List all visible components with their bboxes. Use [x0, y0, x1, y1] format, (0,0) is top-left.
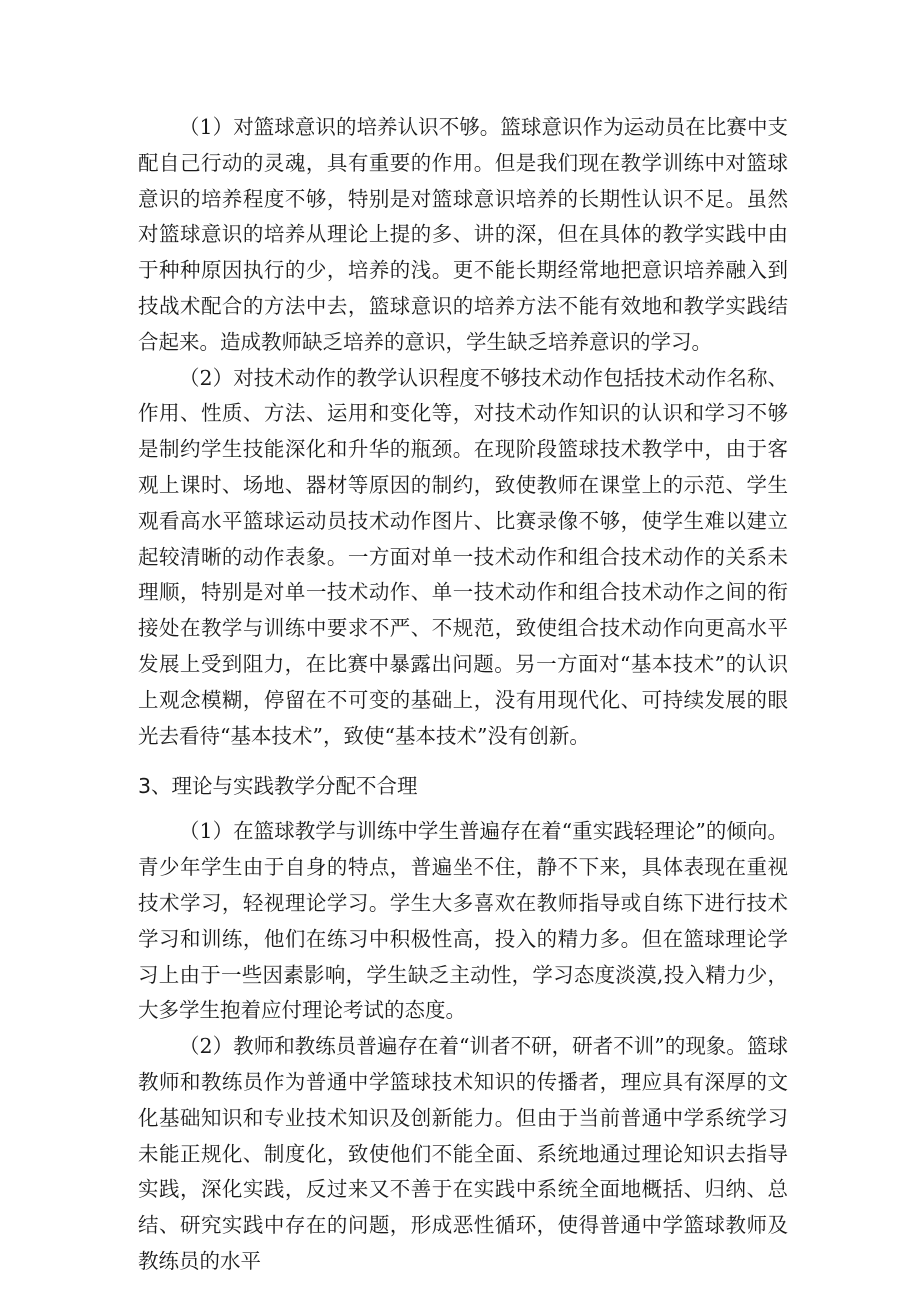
paragraph-basketball-awareness: （1）对篮球意识的培养认识不够。篮球意识作为运动员在比赛中支配自己行动的灵魂，具有重要的作用。但是我们现在教学训练中对篮球意识的培养程度不够，特别是对篮球意识培养的长期性认识不足。虽然对篮球意识的培养从理论上提的多、讲的深，但在具体的教学实践中由于种种原因执行的少，培养的浅。更不能长期经常地把意识培养融入到技战术配合的方法中去，篮球意识的培养方法不能有效地和教学实践结合起来。造成教师缺乏培养的意识，学生缺乏培养意识的学习。 — [138, 115, 788, 354]
paragraph-teachers-coaches: （2）教师和教练员普遍存在着“训者不研，研者不训”的现象。篮球教师和教练员作为普通中学篮球技术知识的传播者，理应具有深厚的文化基础知识和专业技术知识及创新能力。但由于当前普通中学系统学习未能正规化、制度化，致使他们不能全面、系统地通过理论知识去指导实践，深化实践，反过来又不善于在实践中系统全面地概括、归纳、总结、研究实践中存在的问题，形成恶性循环，使得普通中学篮球教师及教练员的水平 — [138, 1034, 788, 1273]
section-heading: 3、理论与实践教学分配不合理 — [138, 774, 418, 799]
paragraph-technical-movement: （2）对技术动作的教学认识程度不够技术动作包括技术动作名称、作用、性质、方法、运用和变化等，对技术动作知识的认识和学习不够是制约学生技能深化和升华的瓶颈。在现阶段篮球技术教学中，由于客观上课时、场地、器材等原因的制约，致使教师在课堂上的示范、学生观看高水平篮球运动员技术动作图片、比赛录像不够，使学生难以建立起较清晰的动作表象。一方面对单一技术动作和组合技术动作的关系未理顺，特别是对单一技术动作、单一技术动作和组合技术动作之间的衔接处在教学与训练中要求不严、不规范，致使组合技术动作向更高水平发展上受到阻力，在比赛中暴露出问题。另一方面对“基本技术”的认识上观念模糊，停留在不可变的基础上，没有用现代化、可持续发展的眼光去看待“基本技术”，致使“基本技术”没有创新。 — [138, 365, 788, 748]
document-page — [138, 110, 788, 1280]
paragraph-practice-over-theory: （1）在篮球教学与训练中学生普遍存在着“重实践轻理论”的倾向。青少年学生由于自身的特点，普遍坐不住，静不下来，具体表现在重视技术学习，轻视理论学习。学生大多喜欢在教师指导或自练下进行技术学习和训练，他们在练习中积极性高，投入的精力多。但在篮球理论学习上由于一些因素影响，学生缺乏主动性，学习态度淡漠,投入精力少，大多学生抱着应付理论考试的态度。 — [138, 819, 788, 1023]
